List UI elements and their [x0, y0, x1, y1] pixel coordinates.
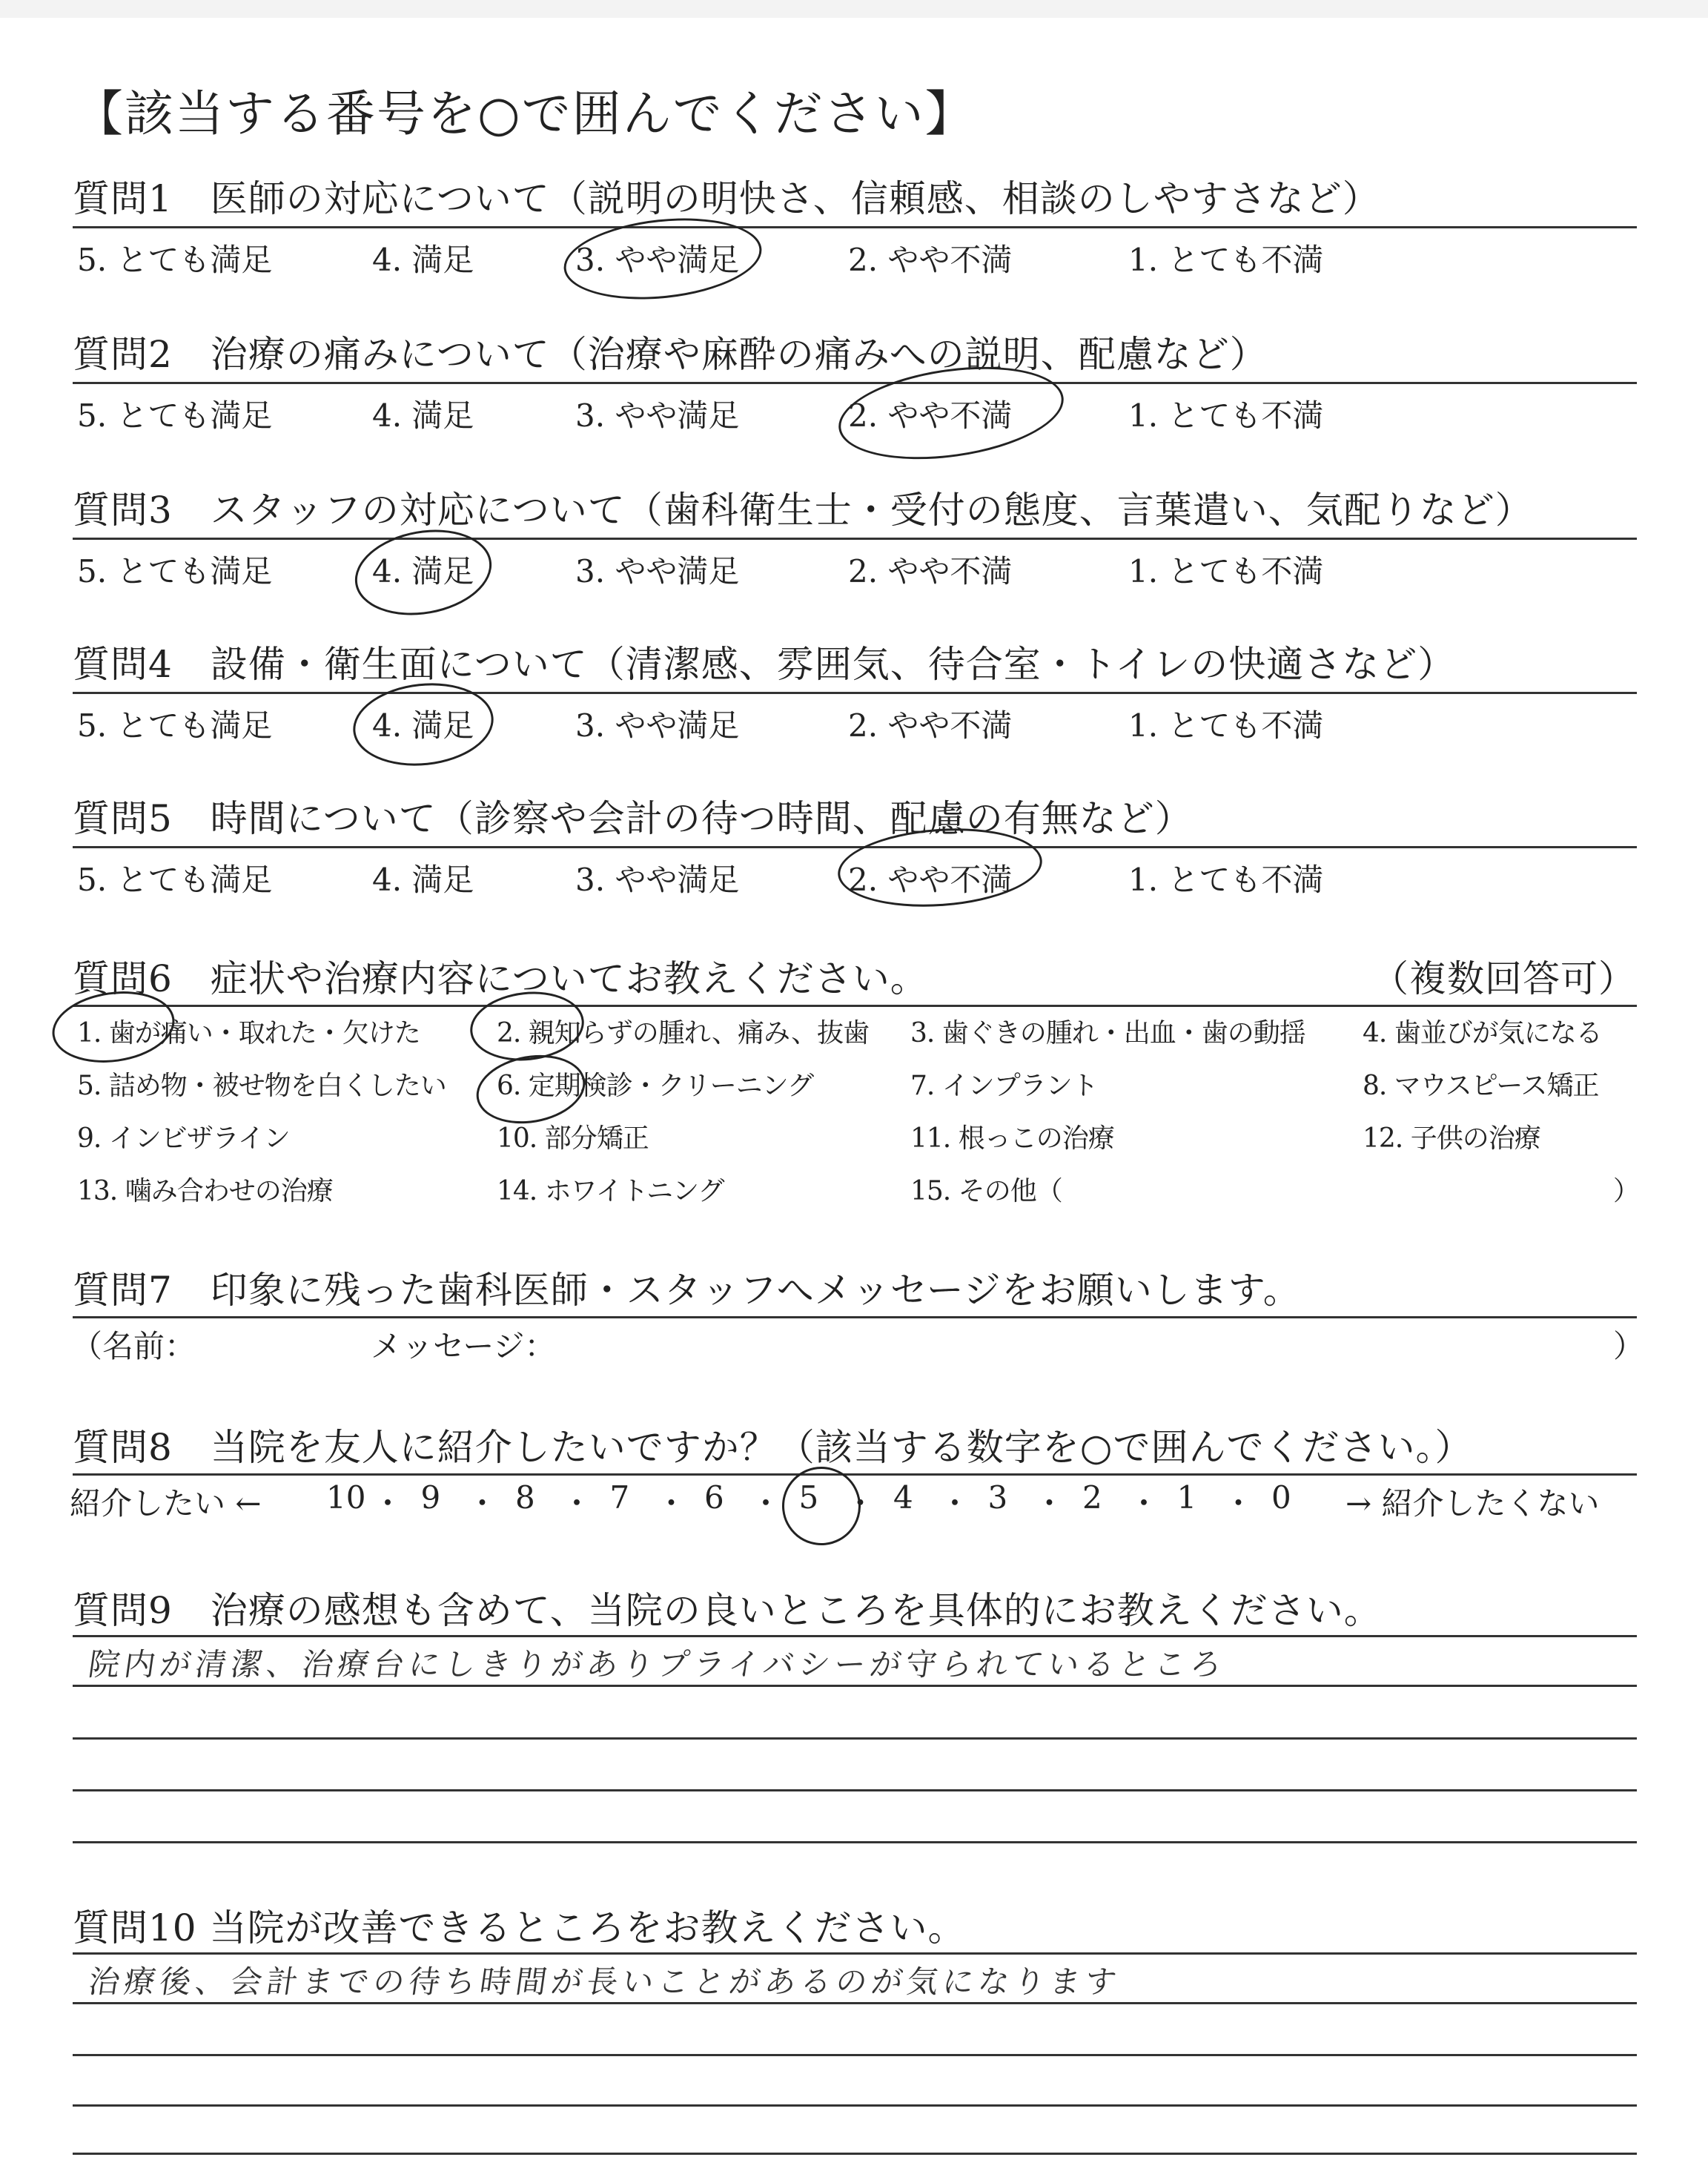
q8-scale-10: 10 — [326, 1479, 366, 1516]
q4-answer-circle — [349, 676, 497, 772]
page-title: 【該当する番号を○で囲んでください】 — [74, 85, 976, 142]
q8-scale-9: 9 — [420, 1479, 441, 1516]
q6-option-9: 9. インビザライン — [77, 1123, 290, 1154]
q7-heading: 質問7 印象に残った歯科医師・スタッフへメッセージをお願いします。 — [73, 1269, 1301, 1312]
q6-option-7: 7. インプラント — [910, 1071, 1098, 1101]
q9-rule-3 — [73, 1737, 1637, 1740]
q10-rule-1 — [73, 1952, 1637, 1955]
q6-option-14: 14. ホワイトニング — [497, 1176, 724, 1206]
q3-option-2: 2. やや不満 — [848, 553, 1013, 589]
q4-option-4: 4. 満足 — [372, 707, 474, 744]
q4-option-1: 1. とても不満 — [1128, 707, 1324, 744]
q8-scale-5: 5 — [798, 1479, 819, 1516]
q6-other-close: ） — [1613, 1176, 1640, 1206]
q5-heading: 質問5 時間について（診察や会計の待つ時間、配慮の有無など） — [73, 797, 1193, 840]
q8-scale-4: 4 — [893, 1479, 913, 1516]
q8-separator: ・ — [372, 1485, 404, 1522]
q3-option-4: 4. 満足 — [372, 553, 474, 589]
q1-option-5: 5. とても満足 — [77, 242, 273, 278]
q6-option-12: 12. 子供の治療 — [1363, 1123, 1540, 1154]
q1-option-4: 4. 満足 — [372, 242, 474, 278]
q4-rule — [73, 692, 1637, 694]
q6-rule — [73, 1005, 1637, 1007]
q10-rule-2 — [73, 2002, 1637, 2004]
q6-option-6: 6. 定期検診・クリーニング — [497, 1071, 814, 1101]
scan-edge — [0, 0, 1708, 18]
q6-option-10: 10. 部分矯正 — [497, 1123, 649, 1154]
q6-option-3: 3. 歯ぐきの腫れ・出血・歯の動揺 — [910, 1018, 1305, 1048]
q8-right-label: → 紹介したくない — [1345, 1485, 1600, 1522]
q6-option-4: 4. 歯並びが気になる — [1363, 1018, 1602, 1048]
q6-option-1: 1. 歯が痛い・取れた・欠けた — [77, 1018, 420, 1048]
q10-heading: 質問10 当院が改善できるところをお教えください。 — [73, 1906, 966, 1949]
q1-option-1: 1. とても不満 — [1128, 242, 1324, 278]
q9-rule-2 — [73, 1685, 1637, 1687]
q3-option-3: 3. やや満足 — [575, 553, 740, 589]
q8-separator: ・ — [939, 1485, 971, 1522]
q10-rule-5 — [73, 2153, 1637, 2155]
q8-separator: ・ — [655, 1485, 687, 1522]
q5-option-4: 4. 満足 — [372, 862, 474, 898]
q4-option-2: 2. やや不満 — [848, 707, 1013, 744]
q3-heading: 質問3 スタッフの対応について（歯科衛生士・受付の態度、言葉遣い、気配りなど） — [73, 489, 1533, 532]
q3-option-5: 5. とても満足 — [77, 553, 273, 589]
q4-heading: 質問4 設備・衛生面について（清潔感、雰囲気、待合室・トイレの快適さなど） — [73, 643, 1456, 686]
q8-separator: ・ — [1128, 1485, 1160, 1522]
q9-heading: 質問9 治療の感想も含めて、当院の良いところを具体的にお教えください。 — [73, 1589, 1382, 1632]
q4-option-5: 5. とても満足 — [77, 707, 273, 744]
q7-close: ） — [1613, 1328, 1645, 1364]
q2-option-4: 4. 満足 — [372, 397, 474, 434]
q6-option-8: 8. マウスピース矯正 — [1363, 1071, 1599, 1101]
q9-rule-4 — [73, 1789, 1637, 1791]
q8-scale-7: 7 — [609, 1479, 630, 1516]
q1-option-2: 2. やや不満 — [848, 242, 1013, 278]
q5-option-2: 2. やや不満 — [848, 862, 1013, 898]
q8-scale-6: 6 — [704, 1479, 724, 1516]
q9-answer: 院内が清潔、治療台にしきりがありプライバシーが守られているところ — [86, 1646, 1228, 1682]
q8-separator: ・ — [750, 1485, 782, 1522]
q2-rule — [73, 382, 1637, 384]
q6-option-2: 2. 親知らずの腫れ、痛み、抜歯 — [497, 1018, 870, 1048]
q7-message-label: メッセージ： — [371, 1328, 556, 1364]
q10-answer: 治療後、会計までの待ち時間が長いことがあるのが気になります — [86, 1964, 1124, 2000]
q3-rule — [73, 538, 1637, 540]
q1-answer-circle — [560, 209, 766, 308]
q6-option-15: 15. その他（ — [910, 1176, 1062, 1206]
q1-option-3: 3. やや満足 — [575, 242, 740, 278]
q8-separator: ・ — [1222, 1485, 1254, 1522]
q2-option-1: 1. とても不満 — [1128, 397, 1324, 434]
q6-option-11: 11. 根っこの治療 — [910, 1123, 1114, 1154]
q8-separator: ・ — [1033, 1485, 1065, 1522]
q2-option-5: 5. とても満足 — [77, 397, 273, 434]
q8-scale-1: 1 — [1176, 1479, 1197, 1516]
q3-answer-circle — [348, 520, 499, 626]
q8-separator: ・ — [844, 1485, 876, 1522]
q6-note: （複数回答可） — [1371, 957, 1636, 1000]
q8-circle-5 — [778, 1463, 864, 1549]
q8-scale-8: 8 — [515, 1479, 535, 1516]
q1-rule — [73, 226, 1637, 228]
q8-scale-0: 0 — [1271, 1479, 1291, 1516]
q7-rule — [73, 1316, 1637, 1318]
q5-rule — [73, 846, 1637, 848]
q5-option-3: 3. やや満足 — [575, 862, 740, 898]
q8-left-label: 紹介したい ← — [70, 1485, 262, 1522]
q6-option-5: 5. 詰め物・被せ物を白くしたい — [77, 1071, 446, 1101]
q8-rule — [73, 1473, 1637, 1476]
q8-separator: ・ — [466, 1485, 498, 1522]
q9-rule-1 — [73, 1635, 1637, 1637]
q1-heading: 質問1 医師の対応について（説明の明快さ、信頼感、相談のしやすさなど） — [73, 177, 1380, 220]
q3-option-1: 1. とても不満 — [1128, 553, 1324, 589]
q8-heading: 質問8 当院を友人に紹介したいですか？（該当する数字を○で囲んでください。） — [73, 1426, 1473, 1469]
q2-option-3: 3. やや満足 — [575, 397, 740, 434]
q8-scale-3: 3 — [987, 1479, 1008, 1516]
q5-option-1: 1. とても不満 — [1128, 862, 1324, 898]
q5-option-5: 5. とても満足 — [77, 862, 273, 898]
q10-rule-3 — [73, 2054, 1637, 2056]
q2-option-2: 2. やや不満 — [848, 397, 1013, 434]
q4-option-3: 3. やや満足 — [575, 707, 740, 744]
q10-rule-4 — [73, 2104, 1637, 2107]
q8-scale-2: 2 — [1082, 1479, 1102, 1516]
q6-option-13: 13. 噛み合わせの治療 — [77, 1176, 333, 1206]
q7-name-label: （名前： — [71, 1328, 196, 1364]
q9-rule-5 — [73, 1841, 1637, 1843]
q8-separator: ・ — [561, 1485, 593, 1522]
q2-heading: 質問2 治療の痛みについて（治療や麻酔の痛みへの説明、配慮など） — [73, 333, 1268, 376]
q6-heading: 質問6 症状や治療内容についてお教えください。 — [73, 957, 928, 1000]
